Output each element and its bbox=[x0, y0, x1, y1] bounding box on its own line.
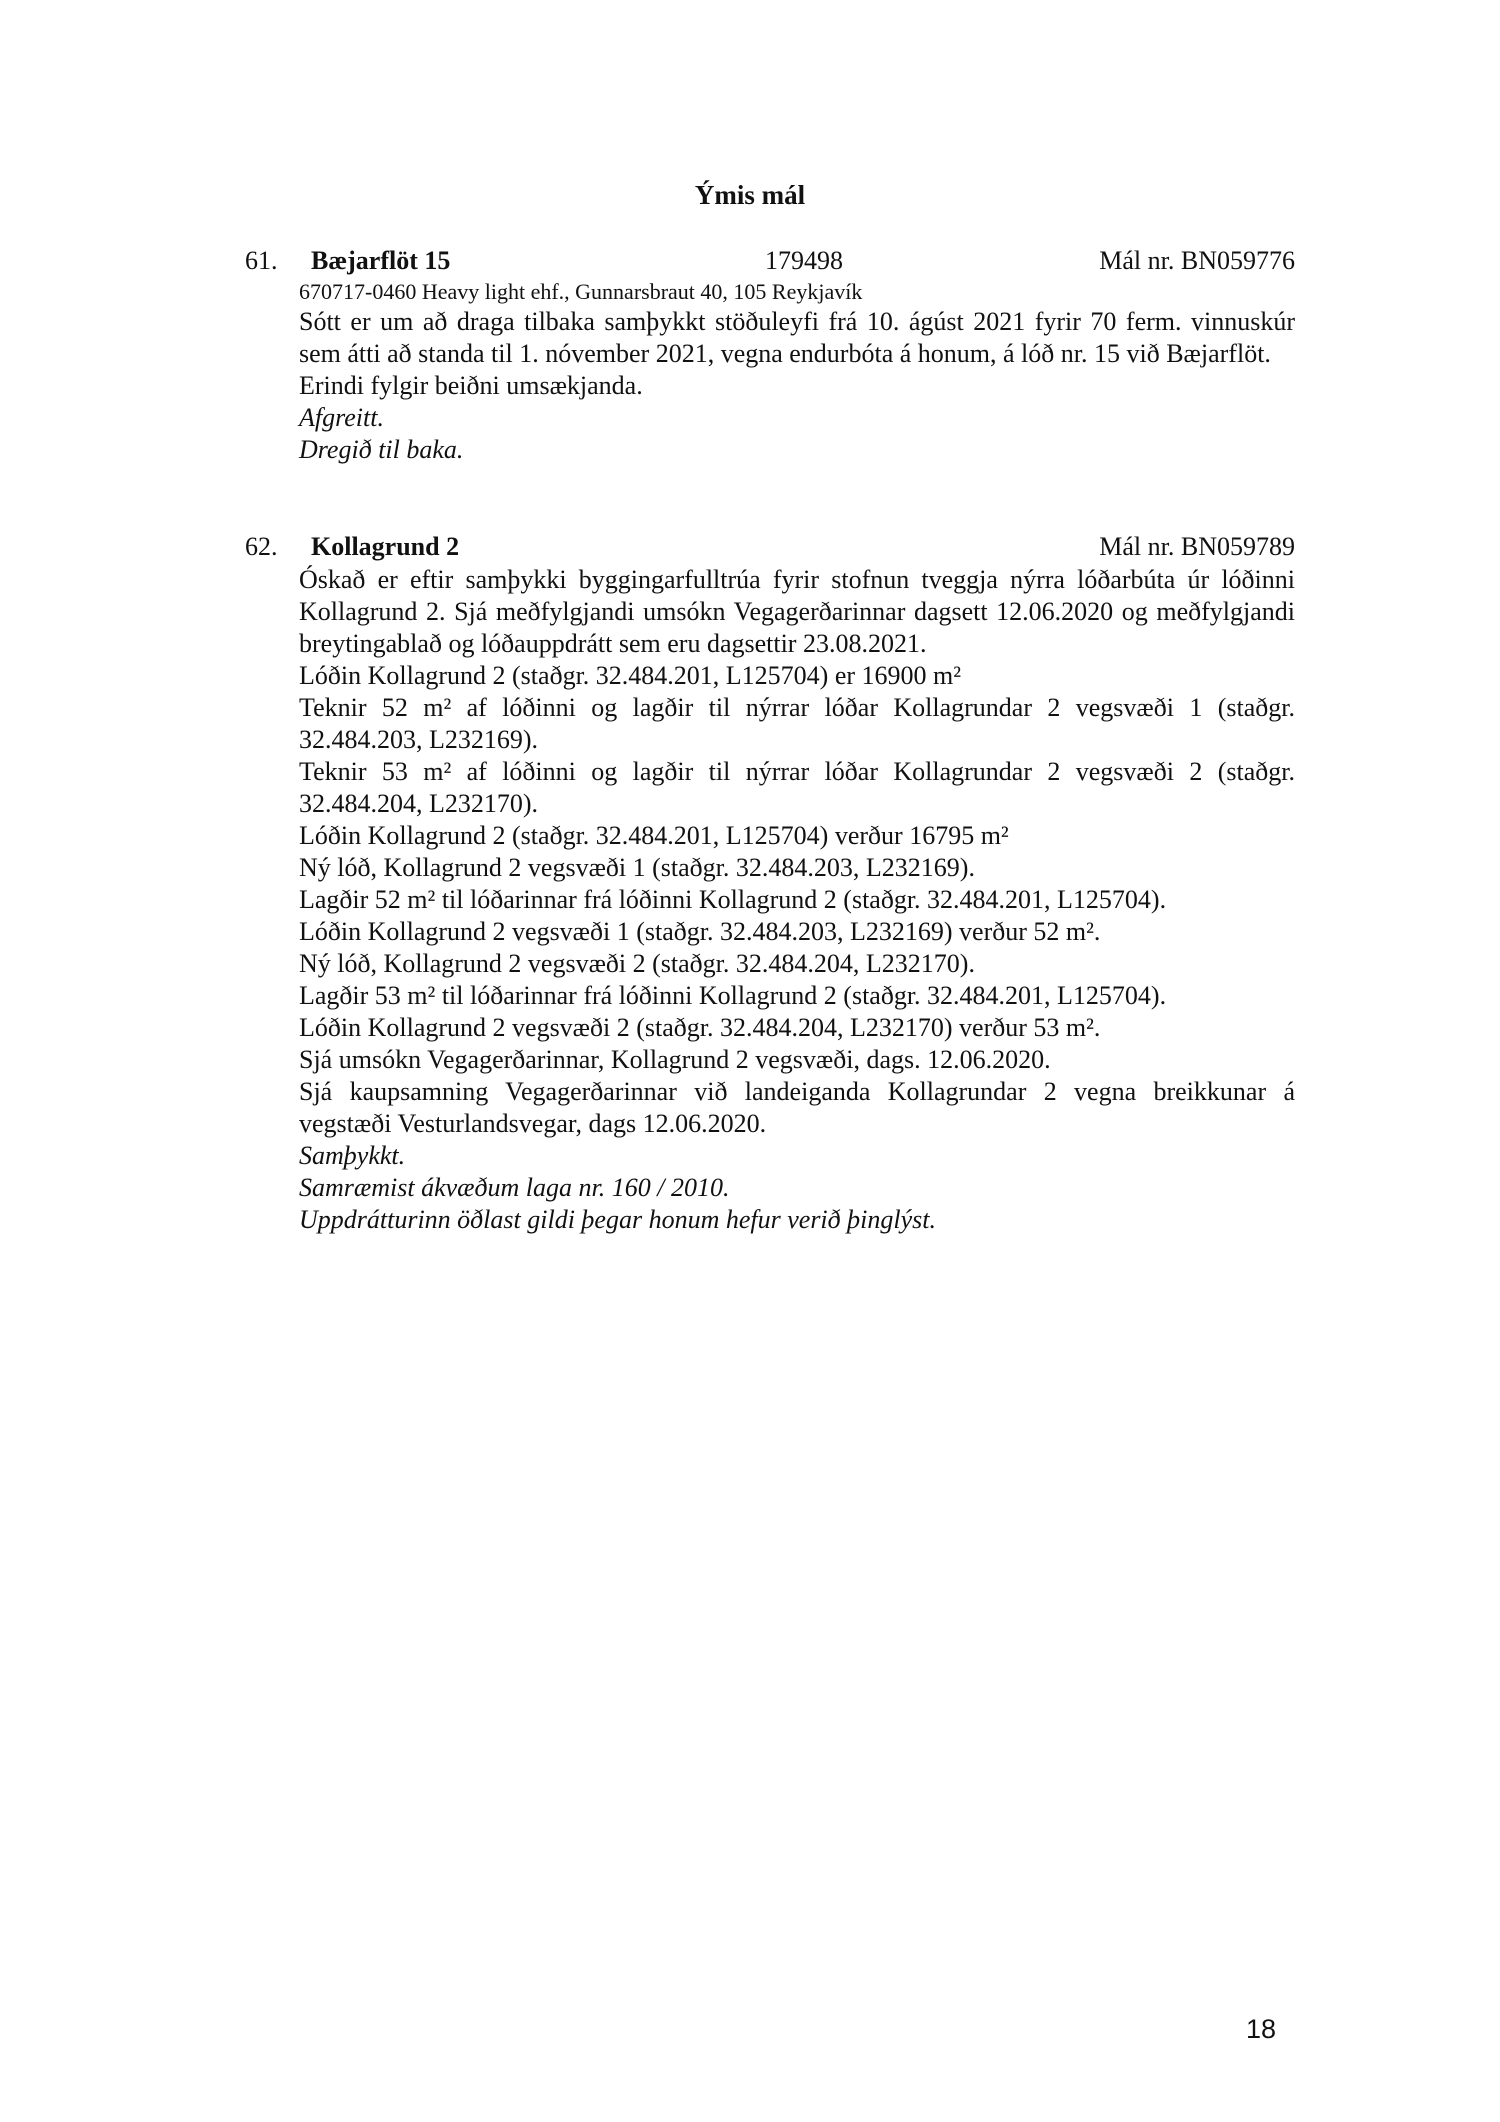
case-number: 61. bbox=[245, 246, 278, 275]
case-line: Lóðin Kollagrund 2 (staðgr. 32.484.201, L125704) verður 16795 m² bbox=[299, 821, 1009, 850]
case-land-id: 179498 bbox=[765, 246, 843, 275]
case-line: Sjá kaupsamning Vegagerðarinnar við landeiganda Kollagrundar 2 vegna breikkunar á vegstæði Vesturlandsvegar, dags 12.06.2020. bbox=[299, 1077, 1295, 1138]
case-decision: Samræmist ákvæðum laga nr. 160 / 2010. bbox=[299, 1173, 730, 1202]
case-reference: Mál nr. BN059789 bbox=[1099, 532, 1295, 561]
case-description: Óskað er eftir samþykki byggingarfulltrúa fyrir stofnun tveggja nýrra lóðarbúta úr lóðinni Kollagrund 2. Sjá meðfylgjandi umsókn Vegagerðarinnar dagsett 12.06.2020 og meðfylgjandi breytingablað og lóðauppdrátt sem eru dagsettir 23.08.2021. bbox=[299, 565, 1295, 658]
case-body bbox=[299, 278, 1295, 466]
case-item bbox=[245, 532, 1295, 1236]
case-line: Lóðin Kollagrund 2 vegsvæði 2 (staðgr. 32.484.204, L232170) verður 53 m². bbox=[299, 1013, 1101, 1042]
case-line: Teknir 53 m² af lóðinni og lagðir til nýrrar lóðar Kollagrundar 2 vegsvæði 2 (staðgr. 32.484.204, L232170). bbox=[299, 757, 1295, 818]
case-address: Kollagrund 2 bbox=[311, 532, 460, 561]
case-decision: Dregið til baka. bbox=[299, 435, 464, 464]
case-line: Ný lóð, Kollagrund 2 vegsvæði 1 (staðgr. 32.484.203, L232169). bbox=[299, 853, 975, 882]
case-applicant: 670717-0460 Heavy light ehf., Gunnarsbraut 40, 105 Reykjavík bbox=[299, 279, 863, 304]
page-number: 18 bbox=[1246, 2014, 1277, 2044]
case-body bbox=[299, 564, 1295, 1236]
case-line: Lóðin Kollagrund 2 (staðgr. 32.484.201, L125704) er 16900 m² bbox=[299, 661, 962, 690]
case-line: Ný lóð, Kollagrund 2 vegsvæði 2 (staðgr. 32.484.204, L232170). bbox=[299, 949, 975, 978]
case-line: Erindi fylgir beiðni umsækjanda. bbox=[299, 371, 643, 400]
case-decision: Samþykkt. bbox=[299, 1141, 406, 1170]
case-number: 62. bbox=[245, 532, 278, 561]
case-decision: Uppdrátturinn öðlast gildi þegar honum hefur verið þinglýst. bbox=[299, 1205, 936, 1234]
case-line: Teknir 52 m² af lóðinni og lagðir til nýrrar lóðar Kollagrundar 2 vegsvæði 1 (staðgr. 32.484.203, L232169). bbox=[299, 693, 1295, 754]
case-line: Lagðir 53 m² til lóðarinnar frá lóðinni Kollagrund 2 (staðgr. 32.484.201, L125704). bbox=[299, 981, 1167, 1010]
case-line: Sjá umsókn Vegagerðarinnar, Kollagrund 2 vegsvæði, dags. 12.06.2020. bbox=[299, 1045, 1051, 1074]
section-title: Ýmis mál bbox=[694, 180, 806, 210]
case-description: Sótt er um að draga tilbaka samþykkt stöðuleyfi frá 10. ágúst 2021 fyrir 70 ferm. vinnuskúr sem átti að standa til 1. nóvember 2021, vegna endurbóta á honum, á lóð nr. 15 við Bæjarflöt. bbox=[299, 307, 1295, 368]
case-line: Lóðin Kollagrund 2 vegsvæði 1 (staðgr. 32.484.203, L232169) verður 52 m². bbox=[299, 917, 1101, 946]
case-item bbox=[245, 246, 1295, 466]
case-line: Lagðir 52 m² til lóðarinnar frá lóðinni Kollagrund 2 (staðgr. 32.484.201, L125704). bbox=[299, 885, 1167, 914]
case-address: Bæjarflöt 15 bbox=[311, 246, 451, 275]
case-header bbox=[245, 532, 1295, 564]
case-header bbox=[245, 246, 1295, 278]
case-decision: Afgreitt. bbox=[299, 403, 384, 432]
case-reference: Mál nr. BN059776 bbox=[1099, 246, 1295, 275]
